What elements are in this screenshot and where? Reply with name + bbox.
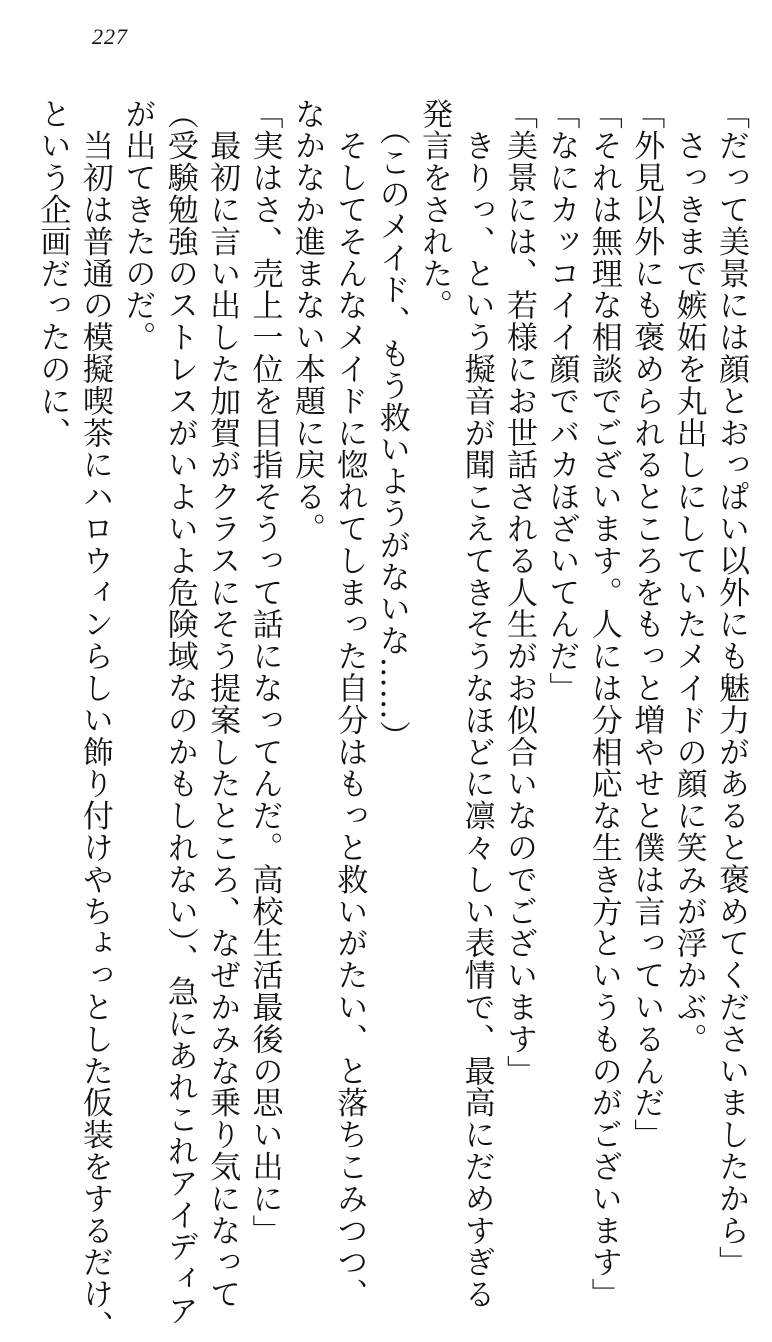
text-line: 発言をされた。 (416, 98, 453, 322)
text-line: 「なにカッコイイ顔でバカほざいてんだ」 (543, 98, 580, 705)
text-line: 当初は普通の模擬喫茶にハロウィンらしい飾り付けやちょっとした仮装をするだけ、 (76, 98, 113, 1342)
text-line: が出てきたのだ。 (119, 98, 156, 354)
text-line: 「外見以外にも褒められるところをもっと増やせと僕は言っているんだ」 (628, 98, 665, 1151)
text-line: 最初に言い出した加賀がクラスにそう提案したところ、なぜかみな乗り気になって (204, 98, 241, 1311)
text-line: そしてそんなメイドに惚れてしまった自分はもっと救いがたい、と落ちこみつつ、 (331, 98, 368, 1311)
page-number: 227 (92, 24, 128, 49)
text-line: （このメイド、もう救いようがないな……） (373, 98, 410, 753)
text-line: 「それは無理な相談でございます。人には分相応な生き方というものがございます」 (585, 98, 622, 1311)
text-line: きりっ、という擬音が聞こえてきそうなほどに凛々しい表情で、最高にだめすぎる (458, 98, 495, 1311)
text-line: 「実はさ、売上一位を目指そうって話になってんだ。高校生活最後の思い出に」 (246, 98, 283, 1247)
text-line: という企画だったのに、 (34, 98, 71, 449)
text-line: なかなか進まない本題に戻る。 (288, 98, 325, 545)
vertical-text-body (34, 98, 752, 1342)
text-line: （受験勉強のストレスがいよいよ危険域なのかもしれない）、急にあれこれアイディア (161, 98, 198, 1327)
text-line: 「美景には、若様にお世話される人生がお似合いなのでございます」 (500, 98, 537, 1087)
text-line: 「だって美景には顔とおっぱい以外にも魅力があると褒めてくださいましたから」 (713, 98, 749, 1279)
text-line: さっきまで嫉妬を丸出しにしていたメイドの顔に笑みが浮かぶ。 (670, 98, 707, 1055)
